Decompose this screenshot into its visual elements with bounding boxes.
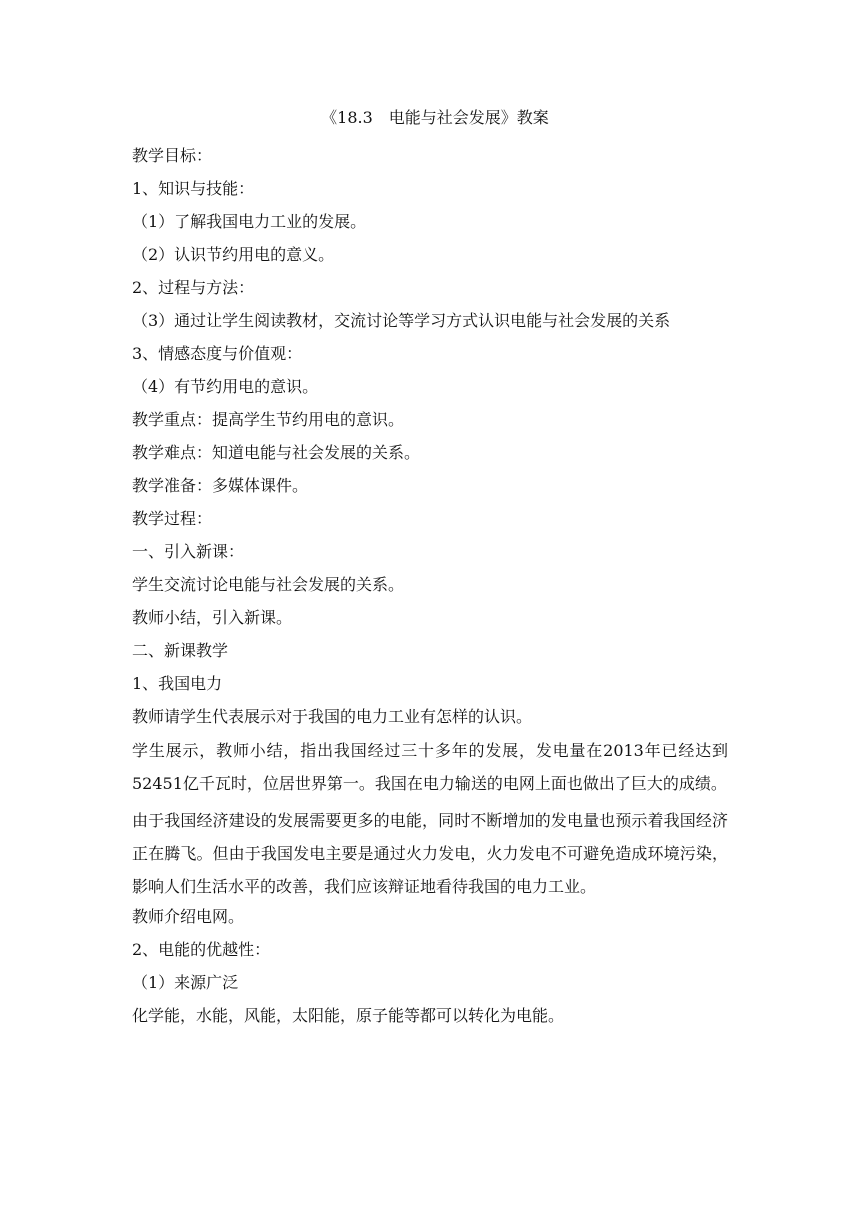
text-line: 教学准备：多媒体课件。 [132, 476, 309, 495]
text-line: （1）了解我国电力工业的发展。 [132, 212, 367, 231]
text-line: （4）有节约用电的意识。 [132, 377, 319, 396]
text-line: 1、我国电力 [132, 674, 223, 693]
paragraph-economy: 由于我国经济建设的发展需要更多的电能，同时不断增加的发电量也预示着我国经济正在腾飞。但由于我国发电主要是通过火力发电，火力发电不可避免造成环境污染，影响人们生活水平的改善，我们应该辩证地看待我国的电力工业。 [132, 811, 728, 896]
text-line: 教学目标： [132, 146, 213, 165]
text-line: 教学难点：知道电能与社会发展的关系。 [132, 443, 421, 462]
text-line: 一、引入新课： [132, 542, 245, 561]
text-line: （1）来源广泛 [132, 973, 239, 992]
text-line: 教师请学生代表展示对于我国的电力工业有怎样的认识。 [132, 707, 533, 726]
text-line: 教学重点：提高学生节约用电的意识。 [132, 410, 405, 429]
document-title: 《18.3 电能与社会发展》教案 [321, 108, 549, 127]
paragraph-development: 学生展示，教师小结，指出我国经过三十多年的发展，发电量在2013年已经达到52451亿千瓦时，位居世界第一。我国在电力输送的电网上面也做出了巨大的成绩。 [132, 741, 728, 793]
document-body [132, 108, 728, 1039]
text-line: 1、知识与技能： [132, 179, 255, 198]
text-line: 2、电能的优越性： [132, 940, 271, 959]
text-line: （2）认识节约用电的意义。 [132, 245, 335, 264]
text-line: 教学过程： [132, 509, 213, 528]
text-line: 2、过程与方法： [132, 278, 255, 297]
text-line: 教师小结，引入新课。 [132, 608, 293, 627]
text-line: 3、情感态度与价值观： [132, 344, 303, 363]
text-line: （3）通过让学生阅读教材，交流讨论等学习方式认识电能与社会发展的关系 [132, 311, 671, 330]
text-line: 学生交流讨论电能与社会发展的关系。 [132, 575, 405, 594]
text-line: 教师介绍电网。 [132, 907, 245, 926]
text-line: 化学能，水能，风能，太阳能，原子能等都可以转化为电能。 [132, 1006, 565, 1025]
text-line: 二、新课教学 [132, 641, 229, 660]
